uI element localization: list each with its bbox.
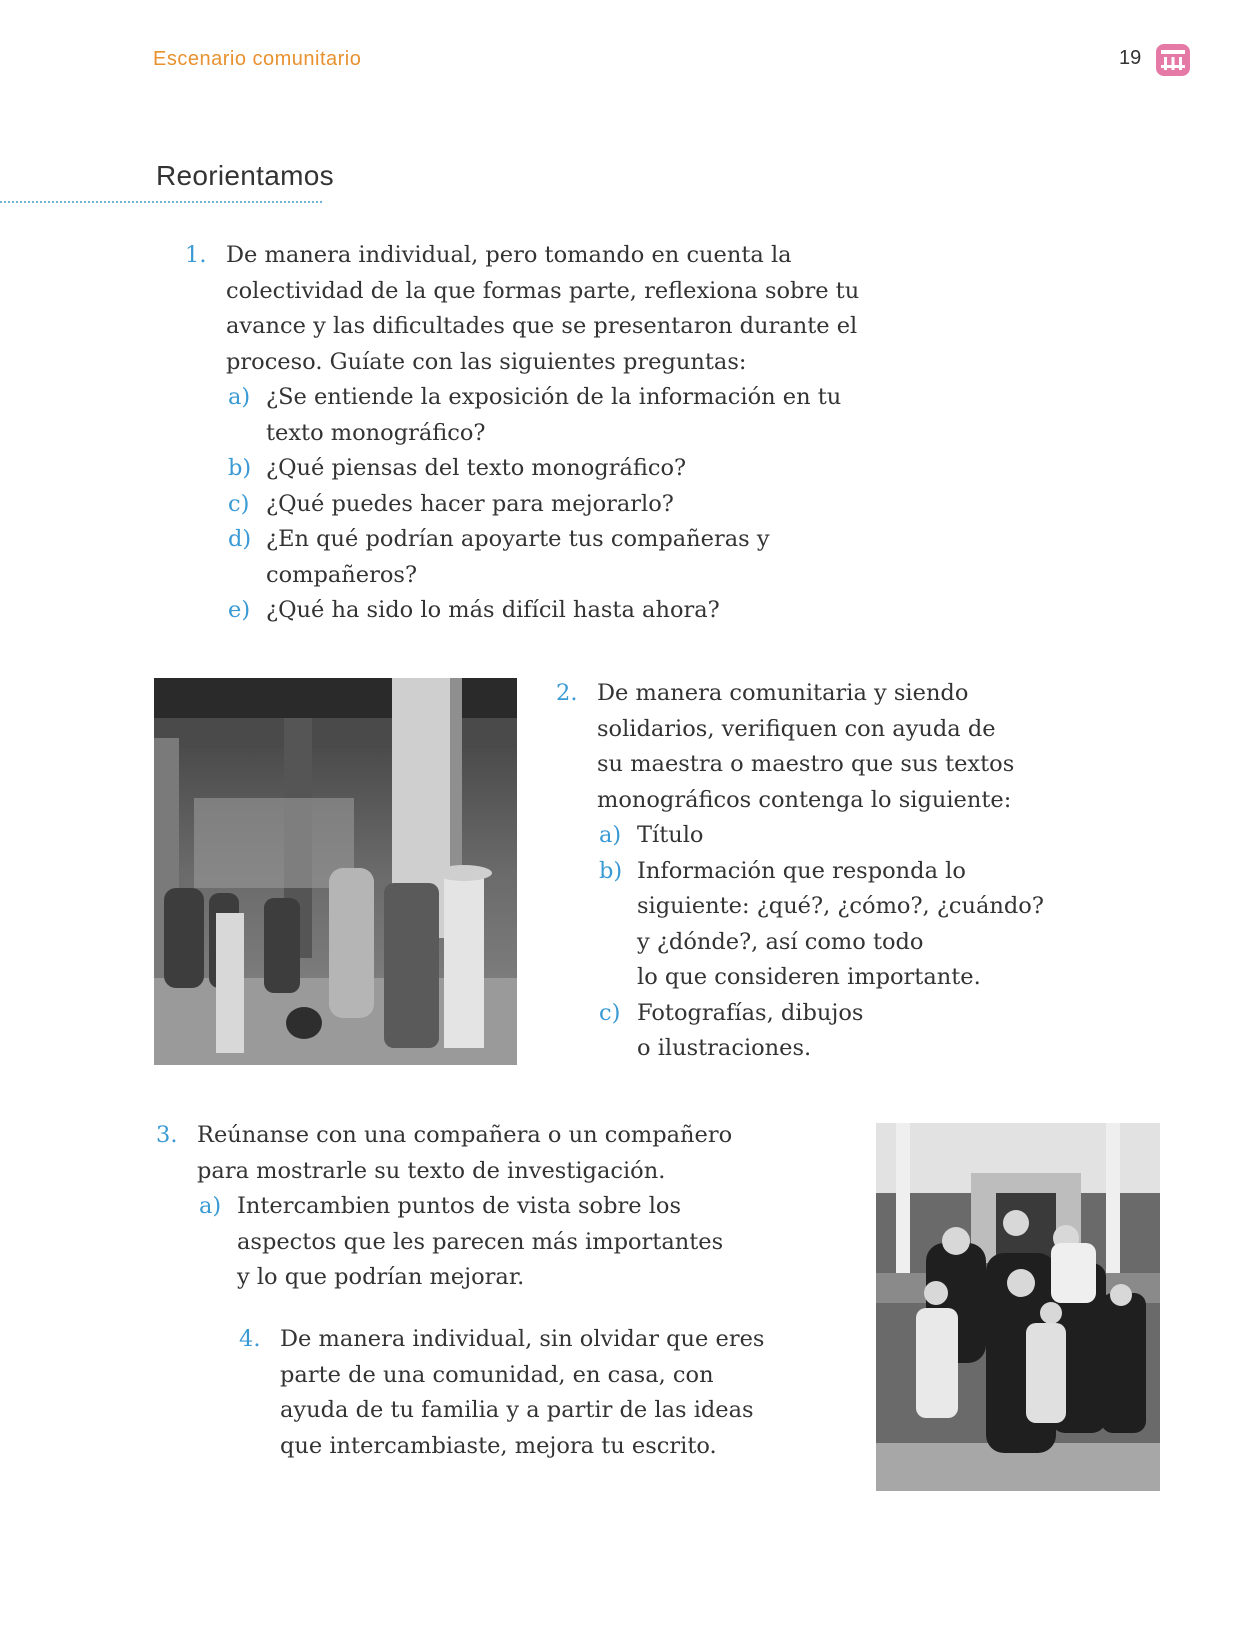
question-text-line: monográficos contenga lo siguiente:: [597, 786, 1012, 813]
sub-item-letter: a): [199, 1193, 222, 1219]
question-4: [239, 1322, 860, 1464]
sub-item-a: [226, 380, 986, 451]
sub-item-line: ¿Qué piensas del texto monográfico?: [266, 455, 687, 481]
question-text-line: De manera individual, pero tomando en cuenta la: [226, 242, 792, 268]
question-text-line: que intercambiaste, mejora tu escrito.: [280, 1432, 717, 1459]
question-3: [156, 1118, 837, 1296]
historical-market-photo: [154, 678, 517, 1065]
question-2: [556, 676, 1157, 1067]
question-number: 3.: [156, 1122, 178, 1148]
sub-item-letter: c): [228, 490, 250, 517]
sub-item-line: ¿Qué ha sido lo más difícil hasta ahora?: [266, 597, 720, 623]
section-name: Escenario comunitario: [153, 48, 362, 70]
sub-item-b: [597, 854, 1157, 996]
question-number: 1.: [185, 242, 207, 268]
sub-item-line: Título: [637, 822, 704, 848]
sub-item-letter: e): [228, 597, 251, 623]
sub-item-line: o ilustraciones.: [637, 1035, 812, 1061]
sub-item-line: ¿Se entiende la exposición de la información en tu: [266, 384, 842, 410]
glyph-icon: [1155, 43, 1191, 77]
sub-item-e: [226, 593, 986, 629]
sub-item-c: [597, 996, 1157, 1067]
question-number: 4.: [239, 1326, 261, 1352]
sub-item-line: ¿En qué podrían apoyarte tus compañeras y: [266, 526, 770, 552]
question-text-line: colectividad de la que formas parte, reflexiona sobre tu: [226, 277, 860, 304]
title-divider: [0, 201, 322, 203]
question-text-line: solidarios, verifiquen con ayuda de: [597, 715, 996, 742]
sub-item-letter: c): [599, 999, 621, 1026]
question-text-line: para mostrarle su texto de investigación.: [197, 1157, 666, 1184]
sub-item-letter: a): [228, 384, 251, 410]
question-text-line: De manera individual, sin olvidar que eres: [280, 1326, 765, 1352]
sub-item-letter: b): [228, 455, 252, 481]
question-text-line: Reúnanse con una compañera o un compañero: [197, 1122, 733, 1148]
sub-item-b: [226, 451, 986, 487]
sub-item-line: aspectos que les parecen más importantes: [237, 1228, 724, 1255]
question-number: 2.: [556, 680, 578, 706]
sub-item-line: ¿Qué puedes hacer para mejorarlo?: [266, 490, 674, 517]
question-text-line: su maestra o maestro que sus textos: [597, 751, 1015, 777]
page-number: 19: [1119, 47, 1142, 69]
question-text-line: parte de una comunidad, en casa, con: [280, 1361, 714, 1388]
question-text-line: De manera comunitaria y siendo: [597, 680, 969, 706]
sub-item-line: Intercambien puntos de vista sobre los: [237, 1193, 682, 1219]
sub-item-line: y lo que podrían mejorar.: [237, 1264, 525, 1290]
section-title: Reorientamos: [156, 160, 334, 191]
question-text-line: proceso. Guíate con las siguientes preguntas:: [226, 348, 747, 375]
sub-item-letter: d): [228, 526, 252, 552]
sub-item-letter: b): [599, 857, 623, 884]
sub-item-line: lo que consideren importante.: [637, 964, 981, 990]
sub-item-line: y ¿dónde?, así como todo: [637, 928, 924, 955]
sub-item-line: Fotografías, dibujos: [637, 999, 864, 1026]
sub-item-c: [226, 487, 986, 523]
sub-item-line: siguiente: ¿qué?, ¿cómo?, ¿cuándo?: [637, 893, 1044, 919]
sub-item-d: [226, 522, 986, 593]
sub-item-line: compañeros?: [266, 561, 418, 588]
sub-item-line: texto monográfico?: [266, 419, 486, 446]
sub-item-line: Información que responda lo: [637, 857, 966, 884]
question-text-line: ayuda de tu familia y a partir de las ideas: [280, 1397, 754, 1423]
family-portrait-photo: [876, 1123, 1160, 1491]
question-1: [185, 238, 986, 629]
sub-item-a: [197, 1189, 837, 1296]
question-text-line: avance y las dificultades que se presentaron durante el: [226, 313, 858, 339]
sub-item-a: [597, 818, 1157, 854]
sub-item-letter: a): [599, 822, 622, 848]
